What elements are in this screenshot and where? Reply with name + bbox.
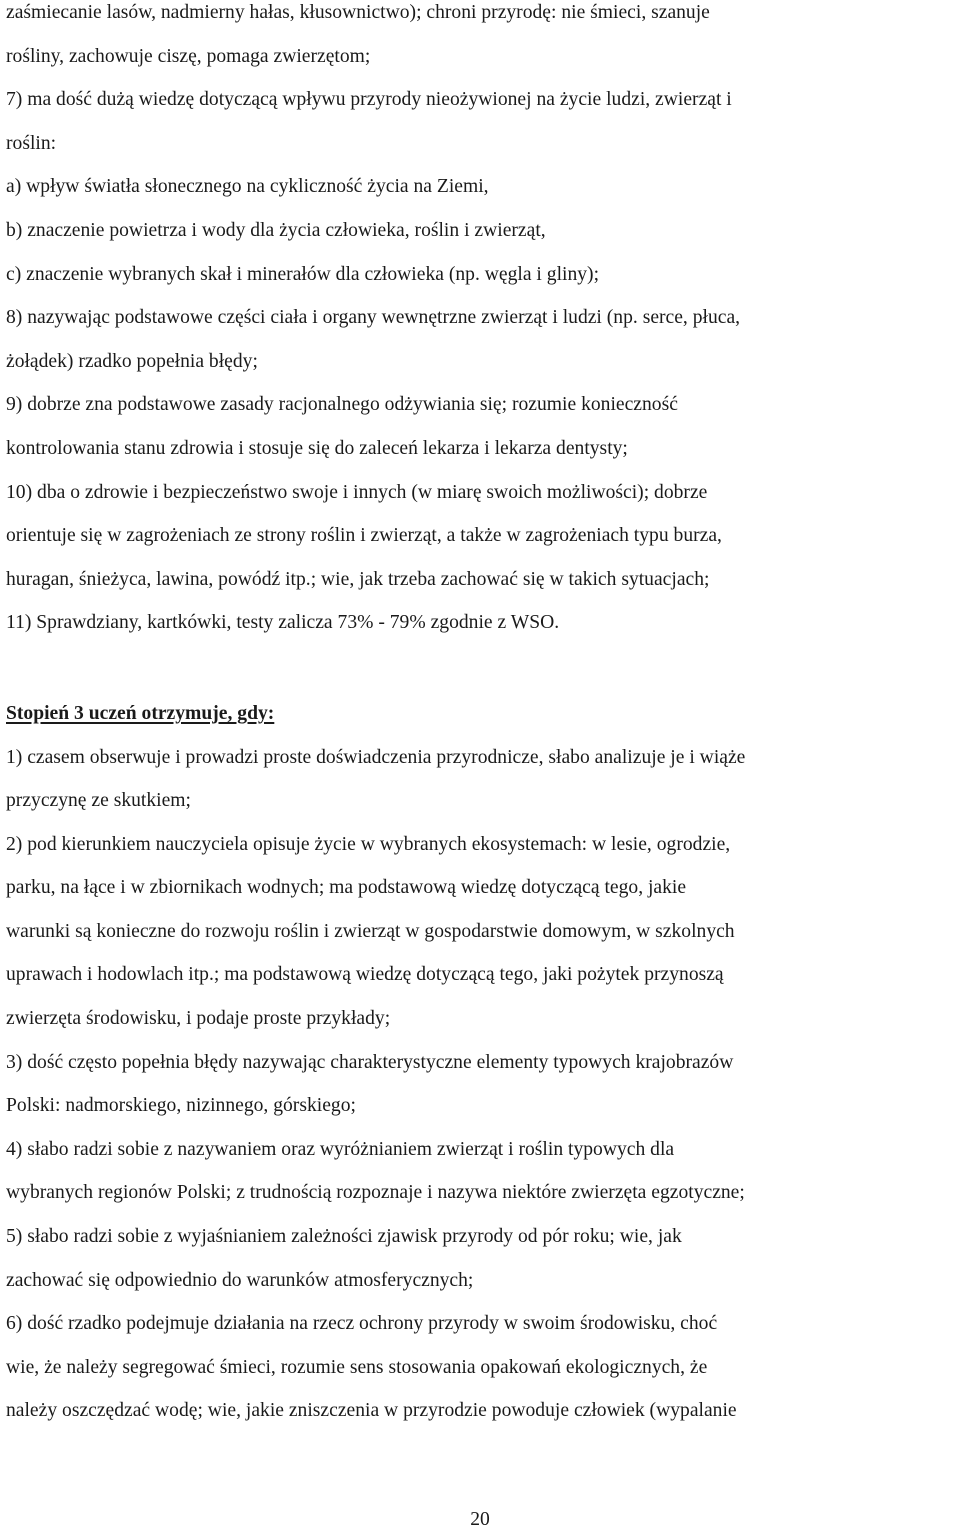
section-top: [6, 1, 958, 655]
text-line: przyczynę ze skutkiem;: [6, 790, 191, 812]
text-line: 2) pod kierunkiem nauczyciela opisuje życie w wybranych ekosystemach: w lesie, ogrodzie,: [6, 833, 731, 855]
section-gap: [6, 655, 958, 702]
text-line: żołądek) rzadko popełnia błędy;: [6, 350, 258, 372]
section-grade-3: [6, 702, 958, 1443]
text-line: kontrolowania stanu zdrowia i stosuje się do zaleceń lekarza i lekarza dentysty;: [6, 437, 628, 459]
text-line: b) znaczenie powietrza i wody dla życia człowieka, roślin i zwierząt,: [6, 219, 546, 241]
text-line: 7) ma dość dużą wiedzę dotyczącą wpływu przyrody nieożywionej na życie ludzi, zwierząt i: [6, 89, 732, 111]
text-line: 1) czasem obserwuje i prowadzi proste doświadczenia przyrodnicze, słabo analizuje je i wiąże: [6, 746, 746, 768]
page-number: 20: [470, 1509, 490, 1530]
document-page: [6, 0, 958, 1443]
text-line: 6) dość rzadko podejmuje działania na rzecz ochrony przyrody w swoim środowisku, choć: [6, 1313, 718, 1335]
text-line: 4) słabo radzi sobie z nazywaniem oraz wyróżnianiem zwierząt i roślin typowych dla: [6, 1138, 675, 1160]
text-line: zaśmiecanie lasów, nadmierny hałas, kłusownictwo); chroni przyrodę: nie śmieci, szanuje: [6, 2, 710, 23]
text-line: roślin:: [6, 132, 57, 154]
section-heading: Stopień 3 uczeń otrzymuje, gdy:: [6, 702, 275, 724]
text-line: c) znaczenie wybranych skał i minerałów dla człowieka (np. węgla i gliny);: [6, 263, 600, 285]
text-line: 3) dość często popełnia błędy nazywając charakterystyczne elementy typowych krajobrazów: [6, 1051, 734, 1073]
text-line: parku, na łące i w zbiornikach wodnych; ma podstawową wiedzę dotyczącą tego, jakie: [6, 877, 687, 899]
text-line: należy oszczędzać wodę; wie, jakie zniszczenia w przyrodzie powoduje człowiek (wypalanie: [6, 1400, 737, 1422]
text-line: zwierzęta środowisku, i podaje proste przykłady;: [6, 1008, 391, 1030]
text-line: wybranych regionów Polski; z trudnością rozpoznaje i nazywa niektóre zwierzęta egzotyczne;: [6, 1182, 745, 1204]
text-line: 11) Sprawdziany, kartkówki, testy zalicza 73% - 79% zgodnie z WSO.: [6, 612, 560, 634]
text-line: 9) dobrze zna podstawowe zasady racjonalnego odżywiania się; rozumie konieczność: [6, 394, 678, 416]
text-line: warunki są konieczne do rozwoju roślin i zwierząt w gospodarstwie domowym, w szkolnych: [6, 920, 735, 942]
text-line: 5) słabo radzi sobie z wyjaśnianiem zależności zjawisk przyrody od pór roku; wie, jak: [6, 1226, 682, 1248]
text-line: rośliny, zachowuje ciszę, pomaga zwierzętom;: [6, 45, 371, 67]
text-line: zachować się odpowiednio do warunków atmosferycznych;: [6, 1269, 474, 1291]
text-line: Polski: nadmorskiego, nizinnego, górskiego;: [6, 1095, 356, 1117]
text-line: orientuje się w zagrożeniach ze strony roślin i zwierząt, a także w zagrożeniach typu burza,: [6, 525, 722, 547]
text-line: a) wpływ światła słonecznego na cykliczność życia na Ziemi,: [6, 176, 489, 198]
text-line: huragan, śnieżyca, lawina, powódź itp.; wie, jak trzeba zachować się w takich sytuacjach;: [6, 568, 710, 590]
text-line: 8) nazywając podstawowe części ciała i organy wewnętrzne zwierząt i ludzi (np. serce, płuca,: [6, 307, 741, 329]
text-line: 10) dba o zdrowie i bezpieczeństwo swoje i innych (w miarę swoich możliwości); dobrze: [6, 481, 708, 503]
text-line: uprawach i hodowlach itp.; ma podstawową wiedzę dotyczącą tego, jaki pożytek przynoszą: [6, 964, 724, 986]
text-line: wie, że należy segregować śmieci, rozumie sens stosowania opakowań ekologicznych, że: [6, 1356, 708, 1378]
